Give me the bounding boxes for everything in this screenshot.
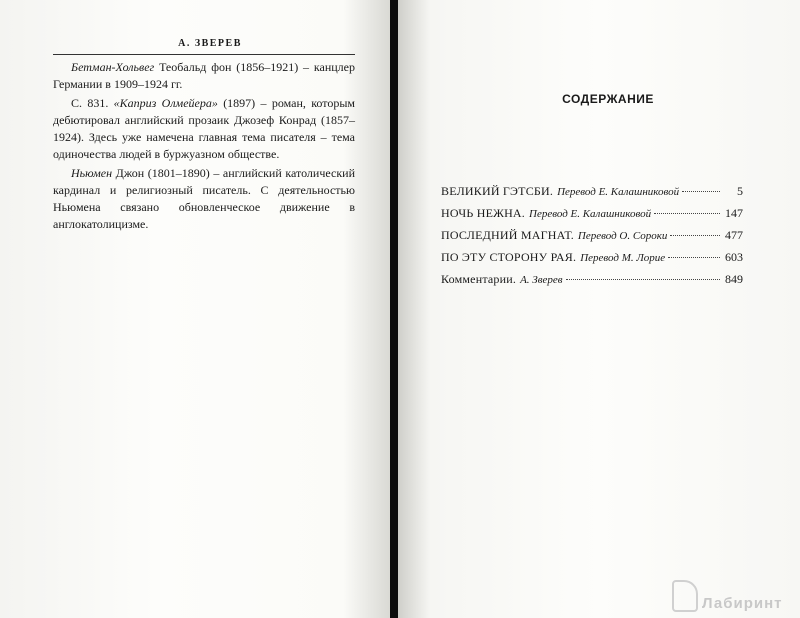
note-term: Бетман-Хольвег bbox=[71, 60, 155, 74]
header-rule bbox=[53, 54, 355, 55]
toc-leader-dots bbox=[670, 235, 720, 236]
toc-entry-page: 849 bbox=[725, 272, 743, 286]
note-text: (1897) – роман, которым дебютировал английский прозаик Джозеф Конрад (1857–1924). Здесь уже намечена главная тема писателя – тема одиночества людей в буржуазном обществе. bbox=[53, 96, 355, 161]
note-term: «Каприз Олмейера» bbox=[113, 96, 218, 110]
note-term: Ньюмен bbox=[71, 166, 113, 180]
table-of-contents bbox=[441, 184, 743, 272]
left-page bbox=[0, 0, 390, 618]
toc-leader-dots bbox=[682, 191, 720, 192]
toc-entry-title: ПО ЭТУ СТОРОНУ РАЯ. bbox=[441, 250, 577, 264]
toc-entry-page: 477 bbox=[725, 228, 743, 242]
toc-entry-translator: Перевод О. Сороки bbox=[577, 230, 668, 242]
note-almayer bbox=[53, 95, 355, 163]
toc-entry-translator: Перевод М. Лорие bbox=[580, 252, 666, 264]
toc-entry-page: 603 bbox=[725, 250, 743, 264]
toc-entry-title: ВЕЛИКИЙ ГЭТСБИ. bbox=[441, 184, 554, 198]
toc-entry-translator: Перевод Е. Калашниковой bbox=[529, 208, 652, 220]
toc-entry-page: 5 bbox=[737, 184, 743, 198]
toc-entry-commentary bbox=[441, 272, 743, 294]
toc-entry-tender-night bbox=[441, 206, 743, 228]
toc-entry-title: Комментарии. bbox=[441, 272, 517, 286]
note-bethmann bbox=[53, 59, 355, 93]
watermark-text: Лабиринт bbox=[702, 595, 783, 612]
toc-entry-title: ПОСЛЕДНИЙ МАГНАТ. bbox=[441, 228, 574, 242]
commentary-notes bbox=[53, 59, 355, 235]
note-text: Теобальд фон (1856–1921) – канцлер Германии в 1909–1924 гг. bbox=[53, 60, 355, 91]
contents-title: СОДЕРЖАНИЕ bbox=[562, 92, 654, 106]
table-of-contents-appendix bbox=[441, 272, 743, 294]
toc-leader-dots bbox=[566, 279, 720, 280]
toc-entry-translator: Перевод Е. Калашниковой bbox=[557, 186, 680, 198]
toc-entry-author: А. Зверев bbox=[520, 274, 563, 286]
book-gutter bbox=[390, 0, 398, 618]
toc-entry-last-tycoon bbox=[441, 228, 743, 250]
toc-entry-paradise bbox=[441, 250, 743, 272]
note-text: Джон (1801–1890) – английский католический кардинал и религиозный писатель. С деятельностью Ньюмена связано обновленческое движение в англокатолицизме. bbox=[53, 166, 355, 231]
toc-entry-gatsby bbox=[441, 184, 743, 206]
toc-entry-title: НОЧЬ НЕЖНА. bbox=[441, 206, 526, 220]
labirint-watermark bbox=[672, 568, 792, 612]
toc-leader-dots bbox=[668, 257, 720, 258]
note-newman bbox=[53, 165, 355, 233]
note-page-ref: С. 831. bbox=[71, 96, 114, 110]
running-head: А. ЗВЕРЕВ bbox=[178, 38, 242, 49]
labirint-logo-icon bbox=[672, 580, 698, 612]
toc-entry-page: 147 bbox=[725, 206, 743, 220]
toc-leader-dots bbox=[654, 213, 720, 214]
